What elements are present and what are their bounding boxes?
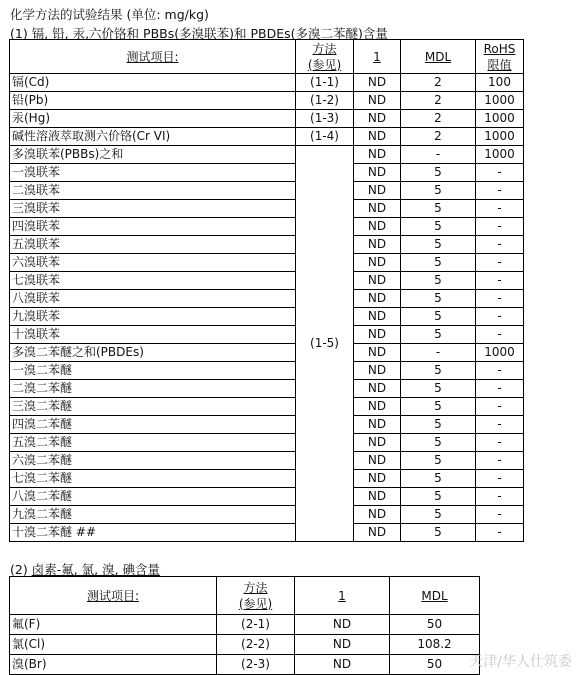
cell-item: 四溴二苯醚 bbox=[10, 416, 296, 434]
table-row bbox=[10, 416, 524, 434]
table-row bbox=[10, 182, 524, 200]
cell-result: ND bbox=[354, 398, 401, 416]
section-2-heading-text: 卤素-氟, 氯, 溴, 碘含量 bbox=[31, 562, 161, 577]
cell-limit: - bbox=[476, 326, 524, 344]
table-row bbox=[10, 506, 524, 524]
cell-result: ND bbox=[354, 380, 401, 398]
table-row bbox=[10, 308, 524, 326]
cell-mdl: 2 bbox=[401, 110, 476, 128]
cell-method: (1-4) bbox=[296, 128, 354, 146]
cell-limit: - bbox=[476, 416, 524, 434]
cell-item: 九溴联苯 bbox=[10, 308, 296, 326]
table-row bbox=[10, 452, 524, 470]
table-row bbox=[10, 74, 524, 92]
cell-method: (1-5) bbox=[296, 146, 354, 542]
cell-mdl: - bbox=[401, 146, 476, 164]
cell-limit: 1000 bbox=[476, 146, 524, 164]
cell-result: ND bbox=[354, 452, 401, 470]
cell-limit: - bbox=[476, 434, 524, 452]
cell-mdl: 2 bbox=[401, 74, 476, 92]
table-row bbox=[10, 200, 524, 218]
cell-result: ND bbox=[354, 182, 401, 200]
cell-item: 溴(Br) bbox=[10, 655, 217, 675]
cell-result: ND bbox=[354, 326, 401, 344]
cell-limit: - bbox=[476, 164, 524, 182]
cell-limit: - bbox=[476, 272, 524, 290]
table-row bbox=[10, 434, 524, 452]
table-row bbox=[10, 254, 524, 272]
cell-limit: - bbox=[476, 218, 524, 236]
cell-result: ND bbox=[354, 128, 401, 146]
table-row bbox=[10, 92, 524, 110]
table-row bbox=[10, 272, 524, 290]
cell-mdl: 5 bbox=[401, 326, 476, 344]
page-title: 化学方法的试验结果 (单位: mg/kg) bbox=[10, 7, 209, 22]
cell-limit: 1000 bbox=[476, 110, 524, 128]
cell-item: 六溴二苯醚 bbox=[10, 452, 296, 470]
table-row bbox=[10, 218, 524, 236]
cell-item: 汞(Hg) bbox=[10, 110, 296, 128]
cell-item: 九溴二苯醚 bbox=[10, 506, 296, 524]
cell-limit: 1000 bbox=[476, 344, 524, 362]
cell-item: 多溴二苯醚之和(PBDEs) bbox=[10, 344, 296, 362]
cell-result: ND bbox=[354, 146, 401, 164]
cell-limit: - bbox=[476, 506, 524, 524]
cell-item: 十溴二苯醚 ## bbox=[10, 524, 296, 542]
cell-item: 四溴联苯 bbox=[10, 218, 296, 236]
cell-result: ND bbox=[354, 308, 401, 326]
cell-result: ND bbox=[354, 488, 401, 506]
cell-method: (2-3) bbox=[217, 655, 295, 675]
cell-limit: - bbox=[476, 380, 524, 398]
table-row bbox=[10, 344, 524, 362]
cell-mdl: 50 bbox=[390, 655, 480, 675]
cell-mdl: 5 bbox=[401, 380, 476, 398]
cell-result: ND bbox=[354, 74, 401, 92]
cell-result: ND bbox=[354, 434, 401, 452]
cell-item: 八溴二苯醚 bbox=[10, 488, 296, 506]
results-table-1 bbox=[9, 39, 524, 542]
cell-result: ND bbox=[354, 254, 401, 272]
results-table-2 bbox=[9, 576, 480, 675]
cell-limit: - bbox=[476, 470, 524, 488]
cell-item: 一溴联苯 bbox=[10, 164, 296, 182]
cell-item: 五溴联苯 bbox=[10, 236, 296, 254]
table-row bbox=[10, 146, 524, 164]
cell-result: ND bbox=[354, 524, 401, 542]
table-row bbox=[10, 398, 524, 416]
cell-item: 八溴联苯 bbox=[10, 290, 296, 308]
cell-item: 三溴二苯醚 bbox=[10, 398, 296, 416]
cell-limit: - bbox=[476, 290, 524, 308]
table-row bbox=[10, 164, 524, 182]
cell-method: (2-2) bbox=[217, 635, 295, 655]
cell-limit: - bbox=[476, 488, 524, 506]
cell-mdl: 5 bbox=[401, 182, 476, 200]
cell-mdl: 5 bbox=[401, 452, 476, 470]
cell-result: ND bbox=[354, 362, 401, 380]
cell-result: ND bbox=[354, 344, 401, 362]
cell-mdl: 5 bbox=[401, 434, 476, 452]
cell-item: 七溴二苯醚 bbox=[10, 470, 296, 488]
header-col1: 1 bbox=[295, 577, 390, 615]
cell-result: ND bbox=[354, 470, 401, 488]
table-row bbox=[10, 524, 524, 542]
cell-method: (1-2) bbox=[296, 92, 354, 110]
header-col1: 1 bbox=[354, 40, 401, 74]
cell-limit: 100 bbox=[476, 74, 524, 92]
cell-item: 镉(Cd) bbox=[10, 74, 296, 92]
header-mdl: MDL bbox=[401, 40, 476, 74]
cell-item: 多溴联苯(PBBs)之和 bbox=[10, 146, 296, 164]
cell-item: 五溴二苯醚 bbox=[10, 434, 296, 452]
cell-mdl: 5 bbox=[401, 308, 476, 326]
cell-method: (1-3) bbox=[296, 110, 354, 128]
cell-limit: - bbox=[476, 398, 524, 416]
cell-mdl: 50 bbox=[390, 615, 480, 635]
cell-result: ND bbox=[354, 272, 401, 290]
cell-limit: - bbox=[476, 452, 524, 470]
cell-item: 三溴联苯 bbox=[10, 200, 296, 218]
cell-item: 铅(Pb) bbox=[10, 92, 296, 110]
section-1-heading-text: 镉, 铅, 汞,六价铬和 PBBs(多溴联苯)和 PBDEs(多溴二苯醚)含量 bbox=[31, 26, 388, 41]
cell-item: 七溴联苯 bbox=[10, 272, 296, 290]
cell-result: ND bbox=[295, 655, 390, 675]
cell-mdl: 5 bbox=[401, 164, 476, 182]
cell-item: 氯(Cl) bbox=[10, 635, 217, 655]
cell-mdl: 5 bbox=[401, 200, 476, 218]
watermark: 天津/华人仕筑委 bbox=[469, 654, 572, 670]
table-row bbox=[10, 635, 480, 655]
cell-mdl: 5 bbox=[401, 524, 476, 542]
cell-limit: - bbox=[476, 524, 524, 542]
cell-result: ND bbox=[354, 506, 401, 524]
cell-limit: - bbox=[476, 254, 524, 272]
table-row bbox=[10, 615, 480, 635]
cell-item: 六溴联苯 bbox=[10, 254, 296, 272]
cell-mdl: - bbox=[401, 344, 476, 362]
cell-item: 十溴联苯 bbox=[10, 326, 296, 344]
cell-method: (2-1) bbox=[217, 615, 295, 635]
cell-mdl: 108.2 bbox=[390, 635, 480, 655]
cell-mdl: 5 bbox=[401, 218, 476, 236]
cell-mdl: 5 bbox=[401, 236, 476, 254]
cell-item: 一溴二苯醚 bbox=[10, 362, 296, 380]
cell-result: ND bbox=[354, 164, 401, 182]
table-row bbox=[10, 110, 524, 128]
cell-item: 碱性溶液萃取测六价铬(Cr VI) bbox=[10, 128, 296, 146]
cell-mdl: 5 bbox=[401, 488, 476, 506]
table-row bbox=[10, 380, 524, 398]
cell-method: (1-1) bbox=[296, 74, 354, 92]
cell-item: 氟(F) bbox=[10, 615, 217, 635]
cell-result: ND bbox=[354, 218, 401, 236]
table-row bbox=[10, 128, 524, 146]
cell-mdl: 5 bbox=[401, 416, 476, 434]
cell-limit: 1000 bbox=[476, 92, 524, 110]
cell-limit: - bbox=[476, 236, 524, 254]
table-row bbox=[10, 488, 524, 506]
section-1-prefix: (1) bbox=[10, 26, 32, 41]
cell-result: ND bbox=[354, 200, 401, 218]
cell-mdl: 2 bbox=[401, 128, 476, 146]
header-method: 方法 (参见) bbox=[217, 577, 295, 615]
cell-mdl: 2 bbox=[401, 92, 476, 110]
table-row bbox=[10, 290, 524, 308]
cell-mdl: 5 bbox=[401, 290, 476, 308]
cell-limit: - bbox=[476, 362, 524, 380]
table-row bbox=[10, 236, 524, 254]
cell-mdl: 5 bbox=[401, 254, 476, 272]
cell-result: ND bbox=[354, 290, 401, 308]
table-row bbox=[10, 470, 524, 488]
table-row bbox=[10, 655, 480, 675]
cell-mdl: 5 bbox=[401, 506, 476, 524]
cell-mdl: 5 bbox=[401, 398, 476, 416]
table-row bbox=[10, 326, 524, 344]
cell-result: ND bbox=[295, 635, 390, 655]
cell-item: 二溴二苯醚 bbox=[10, 380, 296, 398]
cell-result: ND bbox=[354, 110, 401, 128]
cell-mdl: 5 bbox=[401, 470, 476, 488]
header-mdl: MDL bbox=[390, 577, 480, 615]
cell-limit: - bbox=[476, 308, 524, 326]
cell-result: ND bbox=[354, 236, 401, 254]
cell-limit: - bbox=[476, 200, 524, 218]
cell-limit: - bbox=[476, 182, 524, 200]
cell-result: ND bbox=[354, 92, 401, 110]
header-item: 测试项目: bbox=[10, 40, 296, 74]
cell-result: ND bbox=[295, 615, 390, 635]
header-item: 测试项目: bbox=[10, 577, 217, 615]
cell-item: 二溴联苯 bbox=[10, 182, 296, 200]
header-rohs-limit: RoHS 限值 bbox=[476, 40, 524, 74]
cell-mdl: 5 bbox=[401, 362, 476, 380]
cell-limit: 1000 bbox=[476, 128, 524, 146]
cell-result: ND bbox=[354, 416, 401, 434]
header-method: 方法 (参见) bbox=[296, 40, 354, 74]
section-2-prefix: (2) bbox=[10, 562, 32, 577]
cell-mdl: 5 bbox=[401, 272, 476, 290]
table-row bbox=[10, 362, 524, 380]
